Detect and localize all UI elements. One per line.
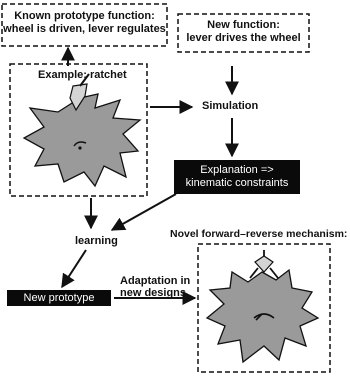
ratchet-wheel-shape xyxy=(24,94,140,186)
arrow-learning-to-prototype xyxy=(62,250,86,287)
arrow-explanation-to-learning xyxy=(112,194,176,230)
adaptation-label xyxy=(120,276,190,299)
explanation-label xyxy=(174,165,300,189)
known-prototype-line2: wheel is driven, lever regulates xyxy=(3,23,166,35)
known-prototype-label xyxy=(2,11,167,35)
novel-mechanism xyxy=(207,250,318,362)
simulation-label: Simulation xyxy=(202,100,259,112)
known-prototype-line1: Known prototype function: xyxy=(14,10,155,22)
novel-wheel-shape xyxy=(207,270,318,362)
adaptation-line1: Adaptation in xyxy=(120,275,191,287)
wheel-axle xyxy=(78,146,81,149)
explanation-line2: kinematic constraints xyxy=(185,177,289,189)
ratchet-wheel-example xyxy=(24,74,140,186)
new-function-label xyxy=(178,20,309,44)
adaptation-line2: new designs xyxy=(120,287,187,299)
new-function-line2: lever drives the wheel xyxy=(186,32,301,44)
new-function-line1: New function: xyxy=(207,19,280,31)
new-prototype-label: New prototype xyxy=(23,292,95,304)
explanation-line1: Explanation => xyxy=(200,164,274,176)
learning-label: learning xyxy=(75,235,118,247)
novel-mechanism-label: Novel forward–reverse mechanism: xyxy=(170,228,348,240)
example-ratchet-label: Example: ratchet xyxy=(38,69,127,81)
